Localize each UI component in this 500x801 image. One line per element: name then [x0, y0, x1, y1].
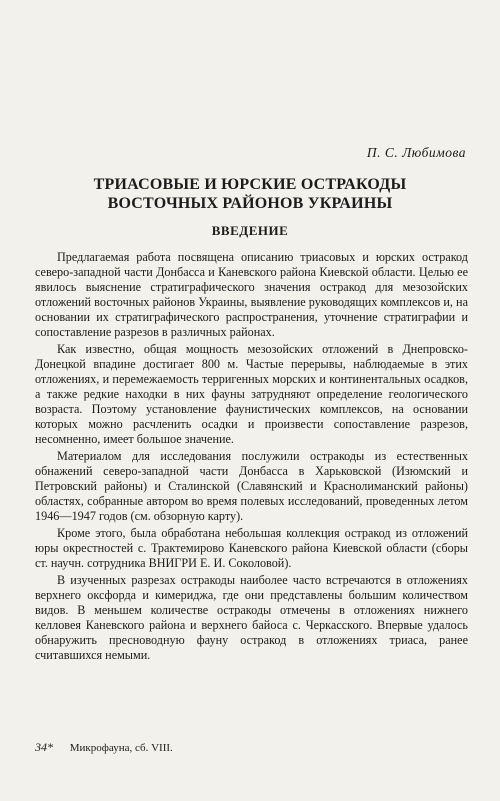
title-line-1: ТРИАСОВЫЕ И ЮРСКИЕ ОСТРАКОДЫ — [93, 176, 407, 193]
author-name: П. С. Любимова — [366, 145, 466, 160]
paragraph: Как известно, общая мощность мезозойских отложений в Днепровско-Донецкой впадине достигает 800 м. Частые перерывы, наблюдаемые в этих отложениях, и перемежаемость терригенных морских и континентальных осадков, а также редкие находки в них фауны затрудняют определение геологического возраста. Поэтому установление фаунистических комплексов, на основании которых можно расчленить осадки и произвести сопоставление разрезов, несомненно, имеет большое значение. — [35, 342, 468, 446]
section-heading: ВВЕДЕНИЕ — [211, 223, 289, 238]
article-body — [35, 250, 468, 665]
page-footer — [35, 740, 173, 755]
paragraph: Кроме этого, была обработана небольшая коллекция остракод из отложений юры окрестностей с. Трактемирово Каневского района Киевской области (сборы ст. научн. сотрудника ВНИГРИ Е. И. Соколовой). — [35, 526, 468, 570]
article-title — [0, 175, 500, 213]
paragraph: В изученных разрезах остракоды наиболее часто встречаются в отложениях верхнего оксфорда и кимериджа, где они представлены большим количеством видов. В меньшем количестве остракоды отмечены в отложениях нижнего келловея Каневского района и верхнего байоса с. Черкасского. Впервые удалось обнаружить пресноводную фауну остракод в отложениях триаса, ранее считавшихся немыми. — [35, 573, 468, 662]
signature-mark: 34* — [35, 740, 53, 754]
title-line-2: ВОСТОЧНЫХ РАЙОНОВ УКРАИНЫ — [107, 195, 393, 212]
paragraph: Предлагаемая работа посвящена описанию триасовых и юрских остракод северо-западной части Донбасса и Каневского района Киевской области. Целью ее явилось выяснение стратиграфического значения остракод для мезозойских отложений восточных районов Украины, выявление руководящих комплексов и, на основании их стратиграфического распространения, уточнение стратиграфии и сопоставление разрезов в различных районах. — [35, 250, 468, 339]
source-reference: Микрофауна, сб. VIII. — [69, 742, 173, 754]
paragraph: Материалом для исследования послужили остракоды из естественных обнажений северо-западной части Донбасса в Харьковской (Изюмский и Петровский районы) и Сталинской (Славянский и Краснолиманский районы) областях, собранные автором во время полевых исследований, проведенных летом 1946—1947 годов (см. обзорную карту). — [35, 449, 468, 523]
